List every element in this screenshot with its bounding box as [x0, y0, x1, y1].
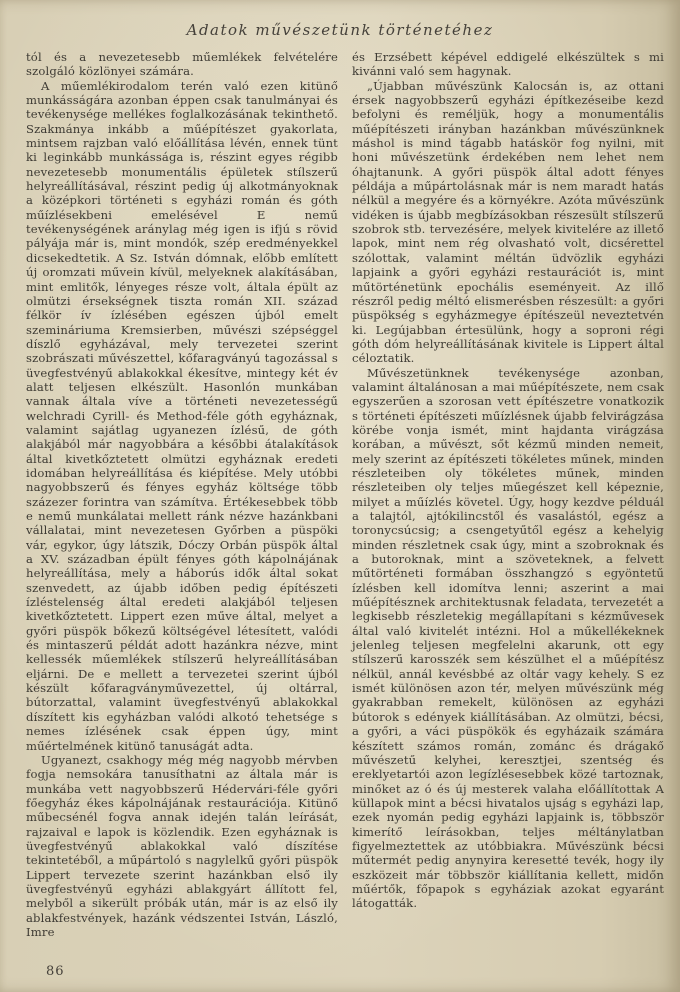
running-header: Adatok művészetünk történetéhez: [186, 21, 494, 39]
paragraph: Művészetünknek tevékenysége azonban, valamint általánosan a mai műépítészete, nem csak egyszerűen a szorosan vett építészetre vonatkozik s történeti építészeti műízlésnek újabb felvirágzása körébe vonja ismét, mint hajdanta virágzása korában, a művészt, sőt kézmű minden nemeit, mely szerint az építészeti tökéletes műnek, minden részleteiben oly tökéletes műnek, minden részleteiben oly teljes műegészet kell képeznie, milyet a műízlés követel. Úgy, hogy kezdve példuál a talajtól, ajtókilincstől és vasalástól, egész a toronycsúcsig; a csengetyűtől egész a kehelyig minden részletnek csak úgy, mint a szobroknak és a butoroknak, mint a szöveteknek, a felvett műtörténeti formában összhangzó s egyöntetű ízlésben kell idomítva lenni; aszerint a mai műépítésznek architektusnak feladata, tervezetét a legkisebb részletekig megállapítani s kézművesek által való kivitelét intézni. Hol a műkellékeknek jelenleg teljesen megfelelni akarunk, ott egy stílszerű karosszék sem készülhet el a műépítész nélkül, annál kevésbbé az oltár vagy kehely. S ez ismét különösen azon tér, melyen művészünk még gyakrabban remekelt, különösen az egyházi bútorok s edények kiállításában. Az olmützi, bécsi, a győri, a váci püspökök és egyházaik számára készített számos román, zománc és drágakő művészetű kelyhei, keresztjei, szentség és ereklyetartói azon legízlésesebbek közé tartoznak, minőket az ó és új mesterek valaha előállítottak A küllapok mint a bécsi hivatalos ujság s egyházi lap, ezek nyomán pedig egyházi lapjaink is, többször kimerítő leírásokban, teljes méltánylatban figyelmeztettek az utóbbiakra. Művészünk bécsi műtermét pedig anynyira keresetté tevék, hogy ily eszközeit már többször kiállítania kellett, midőn műértők, főpapok s egyháziak azokat egyaránt látogatták.: [352, 365, 664, 911]
page-number: 86: [46, 964, 65, 979]
paragraph: tól és a nevezetesebb műemlékek felvételére szolgáló közlönyei számára.: [26, 50, 338, 79]
right-column: [352, 50, 664, 950]
left-column: [26, 50, 338, 950]
paragraph: A műemlékirodalom terén való ezen kitünő munkásságára azonban éppen csak tanulmányai és tevékenysége mellékes foglalkozásának tekinthető. Szakmánya inkább a műépítészet gyakorlata, mintsem rajzban való előállítása lévén, ennek tünt ki leginkább munkássága is, részint egyes régibb nevezetesebb monumentális épületek stílszerű helyreállításával, részint pedig új alkotmányoknak a középkori történeti s egyházi román és góth műízlésekbeni emelésével E nemű tevékenységének aránylag még igen is ifjú s rövid pályája már is, mint mondók, szép eredményekkel dicsekedtetik. A Sz. István dómnak, előbb említett új oromzati művein kívül, melyeknek alakításában, mint emlitők, lényeges része volt, általa épült az olmützi érsekségnek tiszta román XII. század félkör ív ízlésében egészen újból emelt szemináriuma Kremsierben, művészi szépséggel díszlő egyházával, mely tervezetei szerint szobrászati művészettel, kőfaragványú tagozással s üvegfestvényű ablakokkal ékesítve, mintegy két év alatt teljesen elkészült. Hasonlón munkában vannak általa víve a történeti nevezetességű welchradi Cyrill- és Method-féle góth egyháznak, valamint sajátlag ugyanezen ízlésű, de góth alakjából már nagyobbára a későbbi átalakítások által kivetkőztetett olmützi egyháznak eredeti idomában helyreállítása és kiépítése. Mely utóbbi nagyobbszerű és fényes egyház költsége több százezer forintra van számítva. Értékesebbek több e nemű munkálatai mellett ránk nézve hazánkbani vállalatai, mint nevezetesen Győrben a püspöki vár, egykor, úgy látszik, Dóczy Orbán püspök által a XV. században épült fényes góth kápolnájának helyreállítása, mely a háborús idők által sokat szenvedett, az újabb időben pedig építészeti ízléstelenség által eredeti alakjából teljesen kivetkőztetett. Lippert ezen műve által, melyet a győri püspök bőkezű költségével létesített, valódi és mintaszerű példát adott hazánkra nézve, mint kellessék műemlékek stílszerű helyreállításában eljárni. De e mellett a tervezetei szerint újból készült kőfaragványművezettel, új oltárral, bútorzattal, valamint üvegfestvényű ablakokkal díszített kis egyházban valódi alkotó tehetsége s nemes ízlésének csak éppen úgy, mint műértelmének kitünő tanuságát adta.: [26, 78, 338, 753]
paragraph: és Erzsébett képével eddigelé elkészültek s mi kivánni való sem hagynak.: [352, 50, 664, 79]
paragraph: Ugyanezt, csakhogy még még nagyobb mérvben fogja nemsokára tanusíthatni az általa már is munkába vett nagyobbszerű Hédervári-féle győri főegyház ékes kápolnájának restaurációja. Kitünő műbecsénél fogva annak idején talán leírását, rajzaival e lapok is közlendik. Ezen egyháznak is üvegfestvényű ablakokkal való díszítése tekintetéből, a műpártoló s nagylelkű győri püspök Lippert tervezete szerint hazánkban első ily üvegfestvényű egyházi ablakgyárt állított fel, melyből a sikerült próbák után, már is az első ily ablakfestvények, hazánk védszentei István, László, Imre: [26, 752, 338, 939]
text-columns: [0, 39, 680, 950]
paragraph: „Újabban művészünk Kalocsán is, az ottani érsek nagyobbszerű egyházi építkezéseibe kezd befolyni és reméljük, hogy a monumentális műépítészeti irányban hazánkban művészünknek máshol is mind tágabb hatáskör fog nyilni, mit honi művészetünk érdekében nem lehet nem óhajtanunk. A győri püspök által adott fényes példája a műpártolásnak már is nem maradt hatás nélkül a megyére és a környékre. Azóta művészünk vidéken is újabb megbízásokban részesült stílszerű szobrok stb. tervezésére, melyek kivitelére az illető lapok, mint nem rég olvasható volt, dicsérettel szólottak, valamint méltán üdvözlik egyházi lapjaink a győri egyházi restaurációt is, mint műtörténetünk epochális eseményeit. Az illő részről pedig méltó elismerésben részesült: a győri püspökség s egyházmegye építészeül neveztetvén ki. Legújabban értesülünk, hogy a soproni régi góth dóm helyreállításának kivitele is Lippert által céloztatik.: [352, 78, 664, 366]
